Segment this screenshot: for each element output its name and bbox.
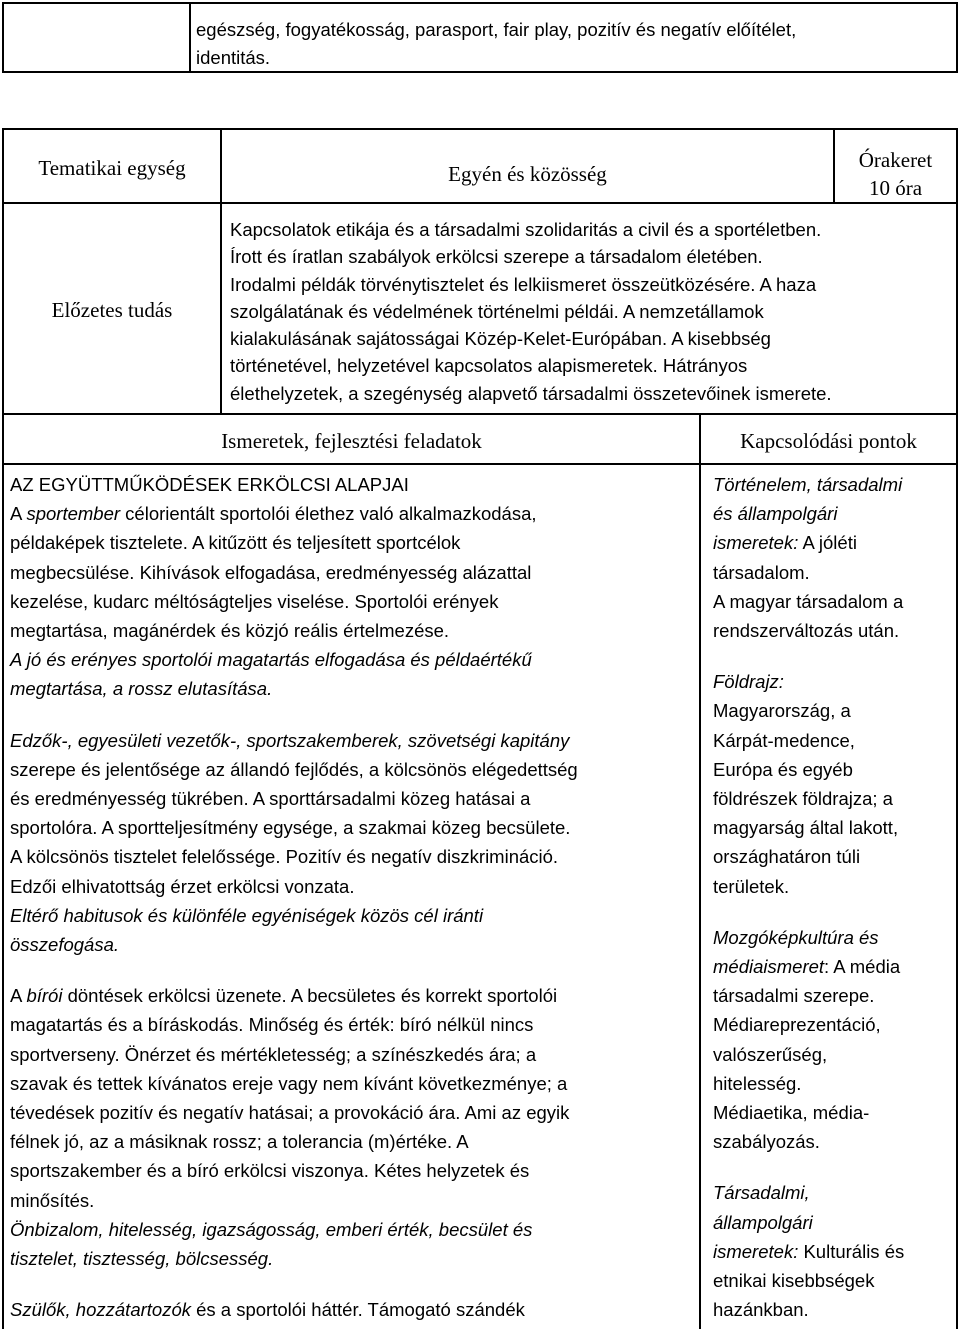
link-line: országhatáron túli <box>713 846 861 868</box>
text-line: tisztelet, tisztesség, bölcsesség. <box>10 1248 274 1270</box>
text-line: sportszakember és a bíró erkölcsi viszonya. Kétes helyzetek és <box>10 1160 530 1182</box>
link-line: és állampolgári <box>713 503 838 525</box>
prior-knowledge-label: Előzetes tudás <box>51 298 173 322</box>
prior-line: szolgálatának és védelmének történelmi példái. A nemzetállamok <box>230 300 764 322</box>
link-line: Mozgóképkultúra és <box>713 926 879 948</box>
text-line: Eltérő habitusok és különféle egyéniségek közös cél iránti <box>10 904 484 926</box>
unit-title: Egyén és közösség <box>448 162 607 186</box>
link-line: hazánkban. <box>713 1299 809 1321</box>
link-line: Földrajz: <box>713 671 784 693</box>
link-line: társadalom. <box>713 561 810 583</box>
hours-label: Órakeret <box>858 148 933 172</box>
link-line: állampolgári <box>713 1211 813 1233</box>
link-line: területek. <box>713 875 790 897</box>
text-line: A bírói döntések erkölcsi üzenete. A becsületes és korrekt sportolói <box>10 985 558 1007</box>
prior-line: történetével, helyzetével kapcsolatos alapismeretek. Hátrányos <box>230 355 748 377</box>
link-line: etnikai kisebbségek <box>713 1270 875 1292</box>
text-line: kezelése, kudarc méltóságteljes viselése. Sportolói erények <box>10 590 499 612</box>
spacer <box>10 959 696 981</box>
text-line: tévedések pozitív és negatív hatásai; a provokáció ára. Ami az egyik <box>10 1102 570 1124</box>
top-row-text <box>196 16 796 72</box>
top-table-top-border <box>2 2 958 4</box>
link-line: médiaismeret: A média <box>713 956 901 978</box>
link-line: társadalmi szerepe. <box>713 985 875 1007</box>
text-line: megtartása, a rossz elutasítása. <box>10 678 273 700</box>
top-table-left-border <box>2 2 4 73</box>
text-line: magatartás és a bíráskodás. Minőség és érték: bíró nélkül nincs <box>10 1014 534 1036</box>
right-content <box>713 470 953 1324</box>
text-line: Edzői elhivatottság érzet erkölcsi vonzata. <box>10 875 355 897</box>
left-column-header: Ismeretek, fejlesztési feladatok <box>221 429 482 453</box>
text-line: Szülők, hozzátartozók és a sportolói háttér. Támogató szándék <box>10 1299 525 1321</box>
prior-line: kialakulásának sajátosságai Közép-Kelet-Európában. A kisebbség <box>230 328 771 350</box>
text-line: Edzők-, egyesületi vezetők-, sportszakemberek, szövetségi kapitány <box>10 729 570 751</box>
hours-value: 10 óra <box>868 176 923 200</box>
link-line: Történelem, társadalmi <box>713 474 903 495</box>
top-table-right-border <box>956 2 958 73</box>
link-line: Kárpát-medence, <box>713 729 855 751</box>
link-line: Európa és egyéb <box>713 758 853 780</box>
spacer <box>713 901 953 923</box>
main-table-top-border <box>2 128 958 130</box>
spacer <box>10 704 696 726</box>
unit-label: Tematikai egység <box>38 156 186 180</box>
prior-knowledge-text <box>230 216 832 407</box>
link-line: Médiareprezentáció, <box>713 1014 881 1036</box>
link-line: magyarság által lakott, <box>713 817 899 839</box>
spacer <box>713 645 953 667</box>
link-line: ismeretek: A jóléti <box>713 532 857 554</box>
text-line: és eredményesség tükrében. A sporttársadalmi közeg hatásai a <box>10 788 531 810</box>
link-line: A magyar társadalom a <box>713 590 904 612</box>
text-line: megbecsülése. Kihívások elfogadása, eredményesség alázattal <box>10 561 532 583</box>
text-line: sportverseny. Önérzet és mértékletesség; a színészkedés ára; a <box>10 1043 537 1065</box>
prior-line: Írott és íratlan szabályok erkölcsi szerepe a társadalom életében. <box>230 246 763 268</box>
link-line: ismeretek: Kulturális és <box>713 1240 905 1262</box>
prior-line: élethelyzetek, a szegénység alapvető társadalmi összetevőinek ismerete. <box>230 382 832 404</box>
text-line: példaképek tisztelete. A kitűzött és teljesített sportcélok <box>10 532 461 554</box>
text-line: A kölcsönös tisztelet felelőssége. Pozitív és negatív diszkrimináció. <box>10 846 559 868</box>
link-line: Médiaetika, média- <box>713 1102 870 1124</box>
text-line: minősítés. <box>10 1189 95 1211</box>
text-line: megtartása, magánérdek és közjó reális értelmezése. <box>10 620 450 642</box>
link-line: hitelesség. <box>713 1072 802 1094</box>
text-line: szavak és tettek kívánatos ereje vagy nem kívánt következménye; a <box>10 1072 568 1094</box>
text-line: félnek jó, az a másiknak rossz; a tolerancia (m)értéke. A <box>10 1131 469 1153</box>
row-divider-1 <box>2 202 958 204</box>
spacer <box>10 1273 696 1295</box>
link-line: szabályozás. <box>713 1131 820 1153</box>
link-line: valószerűség, <box>713 1043 828 1065</box>
text-line: összefogása. <box>10 934 120 956</box>
prior-line: Kapcsolatok etikája és a társadalmi szolidaritás a civil és a sportéletben. <box>230 219 822 240</box>
link-line: Társadalmi, <box>713 1182 810 1204</box>
spacer <box>713 1156 953 1178</box>
text-line: Önbizalom, hitelesség, igazságosság, emberi érték, becsület és <box>10 1218 533 1240</box>
content-col-divider <box>699 413 701 1329</box>
text-line: A sportember célorientált sportolói élethez való alkalmazkodása, <box>10 503 537 525</box>
text-line: sportolóra. A sportteljesítmény egysége, a szakmai közeg becsülete. <box>10 817 571 839</box>
section-heading: AZ EGYÜTTMŰKÖDÉSEK ERKÖLCSI ALAPJAI <box>10 474 409 495</box>
row-divider-3 <box>2 463 958 465</box>
link-line: földrészek földrajza; a <box>713 788 893 810</box>
text-line: szerepe és jelentősége az állandó fejlődés, a kölcsönös elégedettség <box>10 758 578 780</box>
main-table-right-border <box>956 128 958 1329</box>
left-content <box>10 470 696 1324</box>
row-divider-2 <box>2 413 958 415</box>
link-line: rendszerváltozás után. <box>713 620 900 642</box>
link-line: Magyarország, a <box>713 700 851 722</box>
right-column-header: Kapcsolódási pontok <box>740 429 917 453</box>
top-row-line-1: egészség, fogyatékosság, parasport, fair play, pozitív és negatív előítélet, <box>196 19 797 40</box>
top-row-line-2: identitás. <box>196 47 271 68</box>
text-line: A jó és erényes sportolói magatartás elfogadása és példaértékű <box>10 649 532 671</box>
prior-line: Irodalmi példák törvénytisztelet és lelkiismeret összeütközésére. A haza <box>230 273 817 295</box>
top-table-divider <box>189 2 191 73</box>
